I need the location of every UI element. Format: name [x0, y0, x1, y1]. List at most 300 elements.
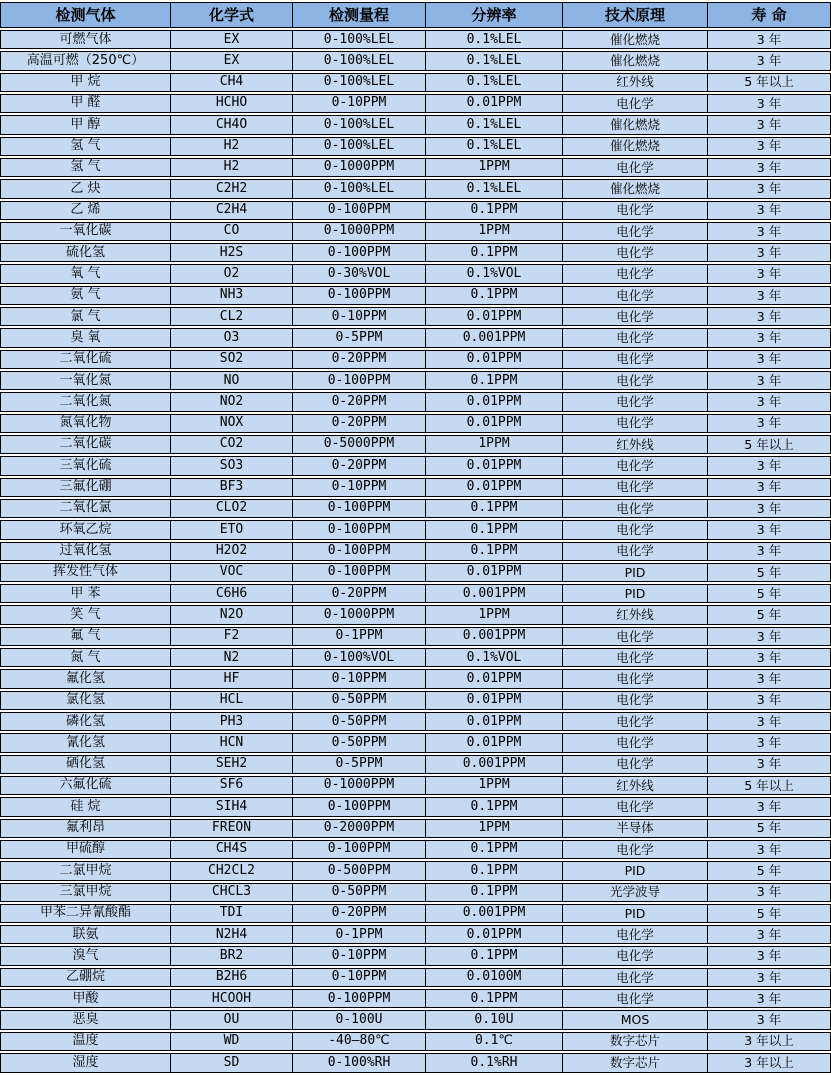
table-cell: 氨 气	[0, 286, 170, 305]
table-cell: 磷化氢	[0, 712, 170, 731]
table-cell: 3 年	[707, 755, 831, 774]
table-cell: 电化学	[562, 797, 707, 816]
table-cell: 3 年	[707, 968, 831, 987]
table-cell: 红外线	[562, 776, 707, 795]
table-cell: 5 年以上	[707, 776, 831, 795]
header-cell: 检测量程	[292, 2, 425, 28]
table-row	[0, 797, 831, 816]
table-cell: HF	[170, 669, 292, 688]
table-cell: 甲硫醇	[0, 840, 170, 859]
table-cell: WD	[170, 1032, 292, 1051]
table-cell: 5 年以上	[707, 73, 831, 92]
table-row	[0, 904, 831, 923]
table-cell: 氮氧化物	[0, 414, 170, 433]
table-cell: 0.10U	[425, 1010, 562, 1029]
table-cell: 氯 气	[0, 307, 170, 326]
table-cell: ETO	[170, 520, 292, 539]
table-cell: PH3	[170, 712, 292, 731]
table-cell: 电化学	[562, 648, 707, 667]
table-row	[0, 584, 831, 603]
table-row	[0, 563, 831, 582]
table-row	[0, 94, 831, 113]
table-cell: 氢 气	[0, 158, 170, 177]
table-cell: 0-20PPM	[292, 414, 425, 433]
table-cell: HCHO	[170, 94, 292, 113]
table-cell: HCN	[170, 733, 292, 752]
table-cell: 0-100PPM	[292, 286, 425, 305]
table-cell: 联氨	[0, 925, 170, 944]
table-cell: 3 年	[707, 115, 831, 134]
table-cell: 0.1%LEL	[425, 115, 562, 134]
table-cell: 乙硼烷	[0, 968, 170, 987]
table-cell: 电化学	[562, 478, 707, 497]
table-cell: 环氧乙烷	[0, 520, 170, 539]
table-cell: 0.1PPM	[425, 946, 562, 965]
table-cell: N2H4	[170, 925, 292, 944]
table-cell: 0-100%LEL	[292, 30, 425, 49]
table-cell: 二氧化氮	[0, 392, 170, 411]
table-cell: 电化学	[562, 989, 707, 1008]
table-cell: 0.1%VOL	[425, 648, 562, 667]
table-cell: 0-20PPM	[292, 584, 425, 603]
table-cell: 0.01PPM	[425, 478, 562, 497]
table-cell: 3 年以上	[707, 1053, 831, 1073]
table-cell: 电化学	[562, 414, 707, 433]
table-cell: SEH2	[170, 755, 292, 774]
table-cell: 光学波导	[562, 883, 707, 902]
table-row	[0, 371, 831, 390]
table-cell: 0-50PPM	[292, 733, 425, 752]
table-cell: NH3	[170, 286, 292, 305]
table-cell: 0.01PPM	[425, 94, 562, 113]
table-cell: 0.1%RH	[425, 1053, 562, 1073]
table-row	[0, 51, 831, 70]
table-cell: 乙 烯	[0, 201, 170, 220]
table-cell: 硫化氢	[0, 243, 170, 262]
table-cell: 氧 气	[0, 264, 170, 283]
table-cell: 3 年	[707, 137, 831, 156]
table-cell: 电化学	[562, 264, 707, 283]
table-cell: H2	[170, 158, 292, 177]
table-cell: 电化学	[562, 520, 707, 539]
table-cell: 3 年	[707, 669, 831, 688]
table-cell: 湿度	[0, 1053, 170, 1073]
table-cell: 3 年	[707, 1010, 831, 1029]
table-cell: SD	[170, 1053, 292, 1073]
table-cell: 3 年	[707, 30, 831, 49]
table-row	[0, 819, 831, 838]
table-row	[0, 201, 831, 220]
table-cell: 催化燃烧	[562, 30, 707, 49]
table-cell: 电化学	[562, 925, 707, 944]
table-cell: 电化学	[562, 946, 707, 965]
table-cell: H2S	[170, 243, 292, 262]
table-row	[0, 542, 831, 561]
table-cell: 硅 烷	[0, 797, 170, 816]
table-cell: 甲 烷	[0, 73, 170, 92]
table-cell: 0-100%LEL	[292, 115, 425, 134]
table-cell: 0.1%LEL	[425, 51, 562, 70]
table-cell: 0.01PPM	[425, 392, 562, 411]
table-cell: 3 年以上	[707, 1032, 831, 1051]
table-cell: HCL	[170, 691, 292, 710]
table-cell: 0-100%LEL	[292, 179, 425, 198]
table-cell: 0-10PPM	[292, 669, 425, 688]
table-cell: 电化学	[562, 968, 707, 987]
table-cell: CLO2	[170, 499, 292, 518]
table-cell: 0.1PPM	[425, 989, 562, 1008]
table-row	[0, 861, 831, 880]
table-cell: 三氟化硼	[0, 478, 170, 497]
table-cell: 电化学	[562, 328, 707, 347]
table-cell: 0-100%LEL	[292, 137, 425, 156]
table-cell: 3 年	[707, 883, 831, 902]
table-row	[0, 137, 831, 156]
table-cell: 3 年	[707, 520, 831, 539]
table-cell: TDI	[170, 904, 292, 923]
table-cell: 5 年	[707, 563, 831, 582]
table-cell: 3 年	[707, 328, 831, 347]
table-cell: 六氟化硫	[0, 776, 170, 795]
table-cell: 数字芯片	[562, 1032, 707, 1051]
table-row	[0, 968, 831, 987]
table-cell: 硒化氢	[0, 755, 170, 774]
table-row	[0, 158, 831, 177]
table-cell: PID	[562, 563, 707, 582]
table-cell: 电化学	[562, 840, 707, 859]
table-cell: 3 年	[707, 286, 831, 305]
table-cell: VOC	[170, 563, 292, 582]
table-cell: 催化燃烧	[562, 115, 707, 134]
table-cell: 电化学	[562, 94, 707, 113]
table-cell: 3 年	[707, 201, 831, 220]
table-cell: 二氧化碳	[0, 435, 170, 454]
table-cell: 5 年	[707, 819, 831, 838]
table-cell: 5 年以上	[707, 435, 831, 454]
table-cell: 电化学	[562, 222, 707, 241]
table-cell: 0.001PPM	[425, 755, 562, 774]
table-cell: 3 年	[707, 712, 831, 731]
table-cell: 0-100PPM	[292, 840, 425, 859]
table-row	[0, 755, 831, 774]
table-cell: 3 年	[707, 925, 831, 944]
table-row	[0, 1010, 831, 1029]
table-cell: 0.01PPM	[425, 691, 562, 710]
table-cell: 氟化氢	[0, 669, 170, 688]
table-body	[0, 30, 831, 1073]
header-cell: 分辨率	[425, 2, 562, 28]
table-row	[0, 243, 831, 262]
table-cell: 1PPM	[425, 776, 562, 795]
table-cell: 1PPM	[425, 435, 562, 454]
table-cell: 0.1PPM	[425, 499, 562, 518]
table-row	[0, 691, 831, 710]
table-cell: 甲酸	[0, 989, 170, 1008]
table-cell: 电化学	[562, 201, 707, 220]
table-cell: EX	[170, 51, 292, 70]
table-cell: 0-5000PPM	[292, 435, 425, 454]
table-cell: CO2	[170, 435, 292, 454]
table-cell: 0-10PPM	[292, 946, 425, 965]
table-cell: 5 年	[707, 605, 831, 624]
table-cell: 0-100PPM	[292, 243, 425, 262]
table-row	[0, 925, 831, 944]
table-cell: 0.01PPM	[425, 307, 562, 326]
header-cell: 检测气体	[0, 2, 170, 28]
table-cell: 笑 气	[0, 605, 170, 624]
table-cell: 电化学	[562, 733, 707, 752]
table-cell: 电化学	[562, 350, 707, 369]
table-cell: 0-100PPM	[292, 499, 425, 518]
table-cell: 三氧化硫	[0, 456, 170, 475]
table-row	[0, 307, 831, 326]
table-cell: HCOOH	[170, 989, 292, 1008]
table-cell: 电化学	[562, 392, 707, 411]
table-cell: 0.1PPM	[425, 371, 562, 390]
header-cell: 化学式	[170, 2, 292, 28]
table-cell: 电化学	[562, 542, 707, 561]
table-cell: 二氧化硫	[0, 350, 170, 369]
table-cell: 三氯甲烷	[0, 883, 170, 902]
table-cell: 催化燃烧	[562, 137, 707, 156]
table-row	[0, 264, 831, 283]
table-cell: 0-100%VOL	[292, 648, 425, 667]
table-cell: -40—80℃	[292, 1032, 425, 1051]
table-cell: 0-5PPM	[292, 755, 425, 774]
table-cell: 0.1%LEL	[425, 137, 562, 156]
table-cell: SO2	[170, 350, 292, 369]
table-cell: 0-100PPM	[292, 797, 425, 816]
table-cell: C2H2	[170, 179, 292, 198]
table-row	[0, 73, 831, 92]
table-cell: 臭 氧	[0, 328, 170, 347]
table-cell: 0-10PPM	[292, 968, 425, 987]
table-cell: CH2CL2	[170, 861, 292, 880]
table-cell: 0-2000PPM	[292, 819, 425, 838]
table-cell: 0-50PPM	[292, 712, 425, 731]
table-cell: 氟 气	[0, 627, 170, 646]
table-cell: BR2	[170, 946, 292, 965]
table-cell: 0.1%VOL	[425, 264, 562, 283]
table-cell: SF6	[170, 776, 292, 795]
table-cell: N2O	[170, 605, 292, 624]
table-cell: 3 年	[707, 499, 831, 518]
table-cell: 3 年	[707, 414, 831, 433]
table-cell: 0.1PPM	[425, 286, 562, 305]
table-cell: 0.01PPM	[425, 669, 562, 688]
table-cell: 0.1℃	[425, 1032, 562, 1051]
table-row	[0, 627, 831, 646]
table-cell: 1PPM	[425, 222, 562, 241]
table-cell: B2H6	[170, 968, 292, 987]
table-cell: 挥发性气体	[0, 563, 170, 582]
table-row	[0, 776, 831, 795]
table-row	[0, 648, 831, 667]
table-row	[0, 946, 831, 965]
table-cell: 0-10PPM	[292, 307, 425, 326]
table-cell: 0.001PPM	[425, 904, 562, 923]
table-cell: 0-100%RH	[292, 1053, 425, 1073]
table-cell: 0.0100M	[425, 968, 562, 987]
table-cell: 0.1PPM	[425, 201, 562, 220]
table-cell: 3 年	[707, 158, 831, 177]
table-row	[0, 456, 831, 475]
table-cell: 0-100PPM	[292, 201, 425, 220]
table-cell: 1PPM	[425, 158, 562, 177]
table-cell: 3 年	[707, 94, 831, 113]
table-cell: 一氧化氮	[0, 371, 170, 390]
table-cell: 半导体	[562, 819, 707, 838]
table-cell: 3 年	[707, 946, 831, 965]
table-cell: 电化学	[562, 243, 707, 262]
header-row	[0, 2, 831, 28]
table-cell: 一氧化碳	[0, 222, 170, 241]
header-cell: 寿 命	[707, 2, 831, 28]
table-cell: 3 年	[707, 478, 831, 497]
table-row	[0, 605, 831, 624]
table-cell: 0.1PPM	[425, 883, 562, 902]
table-row	[0, 328, 831, 347]
table-cell: 0.001PPM	[425, 627, 562, 646]
table-cell: 氮 气	[0, 648, 170, 667]
table-cell: 0-30%VOL	[292, 264, 425, 283]
table-cell: 电化学	[562, 371, 707, 390]
table-row	[0, 115, 831, 134]
table-row	[0, 989, 831, 1008]
table-cell: CH4S	[170, 840, 292, 859]
table-cell: 0-5PPM	[292, 328, 425, 347]
table-cell: 电化学	[562, 669, 707, 688]
table-cell: 0-20PPM	[292, 350, 425, 369]
table-cell: 乙 炔	[0, 179, 170, 198]
table-cell: 3 年	[707, 392, 831, 411]
table-cell: O2	[170, 264, 292, 283]
table-cell: 3 年	[707, 989, 831, 1008]
table-cell: CO	[170, 222, 292, 241]
table-cell: OU	[170, 1010, 292, 1029]
table-cell: 甲苯二异氰酸酯	[0, 904, 170, 923]
table-row	[0, 840, 831, 859]
table-cell: 0-100%LEL	[292, 51, 425, 70]
table-cell: NOX	[170, 414, 292, 433]
table-cell: 催化燃烧	[562, 179, 707, 198]
table-cell: 0-100PPM	[292, 989, 425, 1008]
table-cell: 0.01PPM	[425, 414, 562, 433]
table-cell: 恶臭	[0, 1010, 170, 1029]
table-cell: CHCL3	[170, 883, 292, 902]
table-cell: 电化学	[562, 712, 707, 731]
table-cell: 3 年	[707, 456, 831, 475]
table-cell: 0-100U	[292, 1010, 425, 1029]
table-cell: O3	[170, 328, 292, 347]
table-cell: 0-1000PPM	[292, 158, 425, 177]
table-cell: 0.1PPM	[425, 840, 562, 859]
table-cell: 温度	[0, 1032, 170, 1051]
table-cell: 5 年	[707, 584, 831, 603]
table-row	[0, 669, 831, 688]
table-cell: FREON	[170, 819, 292, 838]
table-row	[0, 435, 831, 454]
table-cell: C2H4	[170, 201, 292, 220]
table-cell: 溴气	[0, 946, 170, 965]
table-cell: 0-20PPM	[292, 904, 425, 923]
table-cell: NO2	[170, 392, 292, 411]
table-cell: 0-100PPM	[292, 371, 425, 390]
table-cell: 3 年	[707, 542, 831, 561]
table-cell: 0-100%LEL	[292, 73, 425, 92]
table-cell: 红外线	[562, 73, 707, 92]
table-cell: CH4	[170, 73, 292, 92]
table-row	[0, 520, 831, 539]
table-row	[0, 30, 831, 49]
table-cell: 0-10PPM	[292, 478, 425, 497]
table-cell: 0-100PPM	[292, 542, 425, 561]
table-row	[0, 179, 831, 198]
table-row	[0, 712, 831, 731]
table-cell: F2	[170, 627, 292, 646]
table-cell: 0.1PPM	[425, 797, 562, 816]
header-cell: 技术原理	[562, 2, 707, 28]
table-cell: 1PPM	[425, 819, 562, 838]
table-row	[0, 222, 831, 241]
table-cell: SO3	[170, 456, 292, 475]
table-row	[0, 350, 831, 369]
table-cell: 0.1%LEL	[425, 30, 562, 49]
table-cell: 3 年	[707, 691, 831, 710]
table-cell: 0-50PPM	[292, 883, 425, 902]
table-cell: 3 年	[707, 222, 831, 241]
table-cell: 3 年	[707, 840, 831, 859]
table-cell: 电化学	[562, 755, 707, 774]
table-cell: 氰化氢	[0, 733, 170, 752]
table-cell: 0.1%LEL	[425, 73, 562, 92]
table-cell: 3 年	[707, 243, 831, 262]
table-cell: 催化燃烧	[562, 51, 707, 70]
table-cell: 红外线	[562, 435, 707, 454]
table-cell: 高温可燃（250℃）	[0, 51, 170, 70]
table-cell: C6H6	[170, 584, 292, 603]
table-cell: 3 年	[707, 648, 831, 667]
table-cell: 3 年	[707, 733, 831, 752]
table-cell: 0-50PPM	[292, 691, 425, 710]
table-cell: 0-500PPM	[292, 861, 425, 880]
table-cell: 0-1000PPM	[292, 222, 425, 241]
table-cell: H2	[170, 137, 292, 156]
table-cell: 过氧化氢	[0, 542, 170, 561]
table-row	[0, 733, 831, 752]
table-cell: 0-1000PPM	[292, 605, 425, 624]
table-cell: 电化学	[562, 158, 707, 177]
table-cell: 0.01PPM	[425, 733, 562, 752]
table-cell: 5 年	[707, 904, 831, 923]
table-cell: 0-100PPM	[292, 563, 425, 582]
table-cell: 0.1PPM	[425, 520, 562, 539]
table-cell: 0-10PPM	[292, 94, 425, 113]
table-cell: 0.1PPM	[425, 542, 562, 561]
table-cell: 电化学	[562, 627, 707, 646]
table-cell: 3 年	[707, 627, 831, 646]
table-cell: 3 年	[707, 264, 831, 283]
table-row	[0, 478, 831, 497]
table-header	[0, 2, 831, 28]
table-cell: NO	[170, 371, 292, 390]
table-cell: 电化学	[562, 499, 707, 518]
table-cell: 氯化氢	[0, 691, 170, 710]
table-cell: H2O2	[170, 542, 292, 561]
table-cell: 氢 气	[0, 137, 170, 156]
table-cell: CH4O	[170, 115, 292, 134]
table-cell: 甲 醛	[0, 94, 170, 113]
